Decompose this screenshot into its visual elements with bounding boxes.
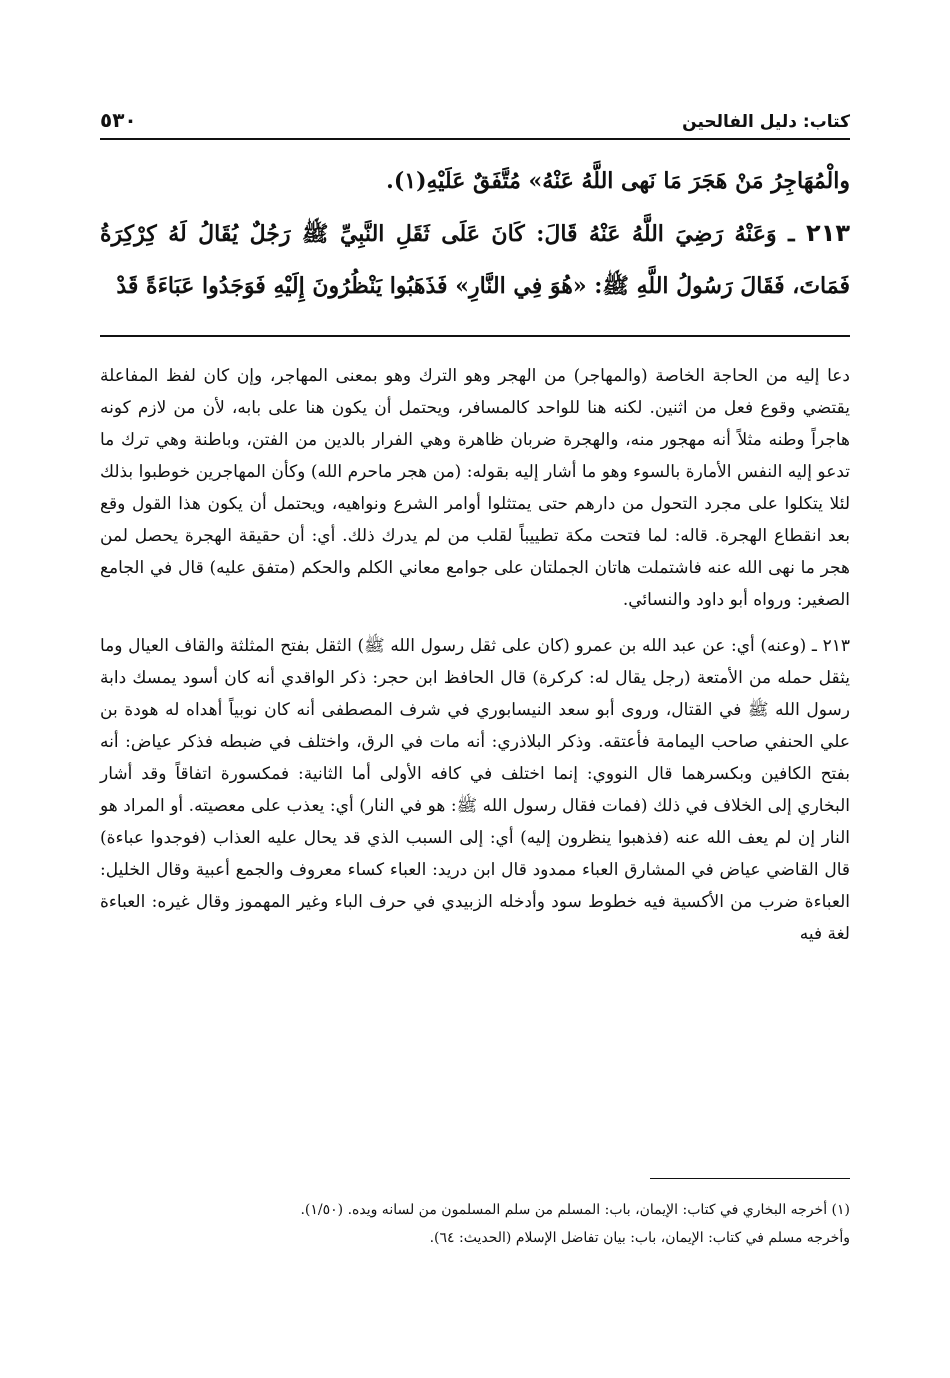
section-divider [100,335,850,337]
hadith-number: ٢١٣ [806,219,850,247]
page-header [100,92,850,140]
commentary-paragraph: دعا إليه من الحاجة الخاصة (والمهاجر) من الهجر وهو الترك وهو بمعنى المهاجر، وإن كان لفظ المفاعلة يقتضي وقوع فعل من اثنين. لكنه هنا للواحد كالمسافر، ويحتمل أن يكون هنا على بابه، لأن من لازم كونه هاجراً وطنه مثلاً أنه مهجور منه، والهجرة ضربان ظاهرة وهي الفرار بالدين من الفتن، وباطنة وهي ترك ما تدعو إليه النفس الأمارة بالسوء وهو ما أشار إليه بقوله: (من هجر ماحرم الله) وكأن المهاجرين خوطبوا بذلك لئلا يتكلوا على مجرد التحول من دارهم حتى يمتثلوا أوامر الشرع ونواهيه، ويحتمل أن يكون هذا القول وقع بعد انقطاع الهجرة. قاله: لما فتحت مكة تطييباً لقلب من لم يدرك ذلك. أي: أن حقيقة الهجرة يحصل لمن هجر ما نهى الله عنه فاشتملت هاتان الجملتان على جوامع معاني الكلم والحكم (متفق عليه) قال في الجامع الصغير: ورواه أبو داود والنسائي. [100,366,850,610]
footnotes [100,1196,850,1252]
running-title: كتاب: دليل الفالحين [682,112,850,132]
hadith-ending-line: والْمُهَاجِرُ مَنْ هَجَرَ مَا نَهى اللَّهُ عَنْهُ» مُتَّفَقٌ عَلَيْهِ(١). [386,168,850,194]
hadith-text-block [100,155,850,312]
footnote-divider [650,1178,850,1179]
commentary-paragraph: ٢١٣ ـ (وعنه) أي: عن عبد الله بن عمرو (كان على ثقل رسول الله ﷺ) الثقل بفتح المثلثة والقاف العيال وما يثقل حمله من الأمتعة (رجل يقال له: كركرة) قال الحافظ ابن حجر: ذكر الواقدي أنه كان أسود يمسك دابة رسول الله ﷺ في القتال، وروى أبو سعد النيسابوري في شرف المصطفى أنه كان نوبياً أهداه له هودة بن علي الحنفي صاحب اليمامة فأعتقه. وذكر البلاذري: أنه مات في الرق، واختلف في ضبطه فذكر عياض: أنه بفتح الكافين وبكسرهما قال النووي: إنما اختلف في كافه الأولى أما الثانية: فمكسورة اتفاقاً وقد أشار البخاري إلى الخلاف في ذلك (فمات فقال رسول الله ﷺ: هو في النار) أي: يعذب على معصيته. أو المراد هو النار إن لم يعف الله عنه (فذهبوا ينظرون إليه) أي: إلى السبب الذي قد يحال عليه العذاب (فوجدوا عباءة) قال القاضي عياض في المشارق العباء ممدود قال ابن دريد: العباء كساء معروف والجمع أعبية وقال الخليل: العباءة ضرب من الأكسية فيه خطوط سود وأدخله الزبيدي في حرف الباء وغير المهموز وقال غيره: العباءة لغة فيه [100,636,850,944]
hadith-body: ـ وَعَنْهُ رَضِيَ اللَّهُ عَنْهُ قَالَ: كَانَ عَلَى ثَقَلِ النَّبِيِّ ﷺ رَجُلٌ يُقَالُ لَهُ كِرْكِرَةُ فَمَاتَ، فَقَالَ رَسُولُ اللَّهِ ﷺ: «هُوَ فِي النَّارِ» فَذَهَبُوا يَنْظُرُونَ إِلَيْهِ فَوَجَدُوا عَبَاءَةً قَدْ [100,221,850,299]
page-number: ٥٣٠ [100,108,137,132]
footnote-line: (١) أخرجه البخاري في كتاب: الإيمان، باب: المسلم من سلم المسلمون من لسانه ويده. (١/٥٠). [300,1202,850,1218]
commentary-block [100,360,850,964]
hadith-213 [100,207,850,312]
footnote-line: وأخرجه مسلم في كتاب: الإيمان، باب: بيان تفاضل الإسلام (الحديث: ٦٤). [429,1230,850,1246]
